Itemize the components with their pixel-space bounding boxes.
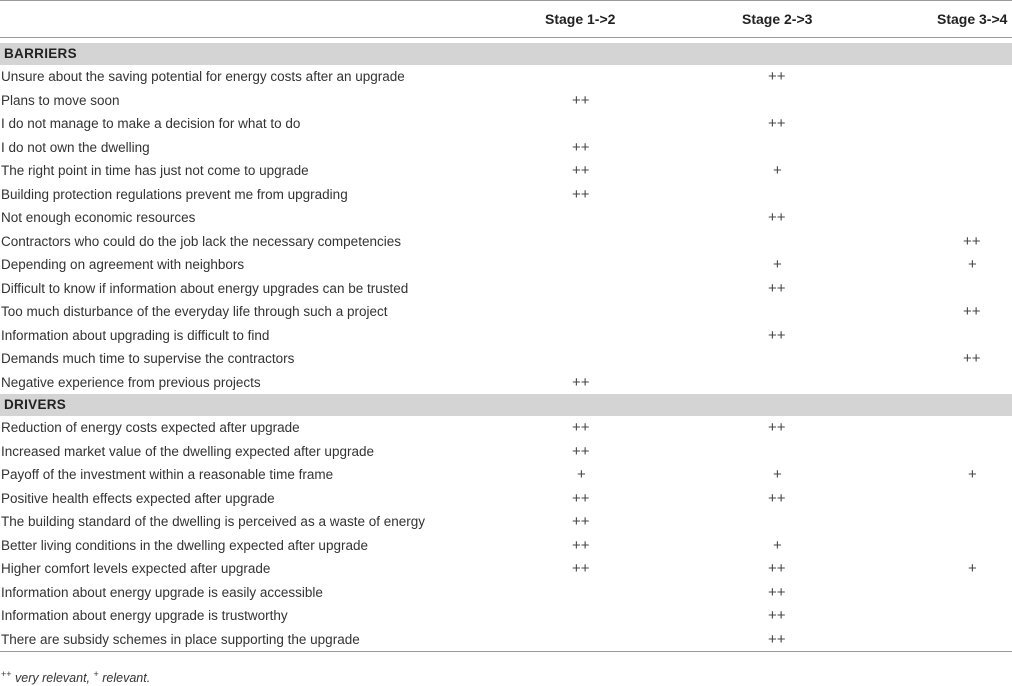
table-row (0, 581, 1012, 605)
section-header-drivers: DRIVERS (0, 394, 1012, 416)
relevance-stage-2-3: ++ (768, 489, 786, 507)
row-label: Building protection regulations prevent me from upgrading (1, 186, 348, 202)
relevance-stage-1-2: ++ (572, 373, 590, 391)
row-label: Higher comfort levels expected after upgrade (1, 561, 271, 576)
row-label: I do not own the dwelling (1, 139, 150, 155)
relevance-stage-3-4: + (968, 560, 977, 577)
table-row (0, 534, 1012, 558)
table-row (0, 300, 1012, 324)
relevance-stage-3-4: ++ (963, 232, 981, 250)
relevance-stage-1-2: + (577, 466, 586, 483)
relevance-stage-1-2: ++ (572, 162, 590, 179)
relevance-stage-2-3: ++ (768, 583, 786, 601)
row-label: Information about energy upgrade is easily accessible (1, 584, 323, 600)
relevance-stage-3-4: ++ (963, 350, 981, 367)
row-label: There are subsidy schemes in place supporting the upgrade (1, 631, 360, 647)
table-row (0, 628, 1012, 652)
table-row (0, 253, 1012, 277)
header-stage-2-3: Stage 2->3 (742, 11, 813, 27)
table-body (0, 43, 1012, 651)
table-row (0, 604, 1012, 628)
section-header-barriers: BARRIERS (0, 43, 1012, 65)
bottom-rule (0, 651, 1012, 652)
row-label: Better living conditions in the dwelling expected after upgrade (1, 537, 368, 553)
relevance-stage-1-2: ++ (572, 536, 590, 554)
relevance-stage-2-3: ++ (768, 209, 786, 226)
table-row (0, 371, 1012, 395)
relevance-stage-1-2: ++ (572, 138, 590, 156)
table-row (0, 487, 1012, 511)
table-row (0, 463, 1012, 487)
relevance-stage-1-2: ++ (572, 489, 590, 507)
relevance-stage-3-4: + (968, 466, 977, 483)
relevance-stage-2-3: ++ (768, 560, 786, 577)
row-label: Demands much time to supervise the contractors (1, 351, 295, 366)
table-row (0, 230, 1012, 254)
relevance-stage-2-3: ++ (768, 68, 786, 85)
relevance-stage-2-3: ++ (768, 115, 786, 132)
relevance-stage-3-4: ++ (963, 303, 981, 320)
relevance-stage-1-2: ++ (572, 419, 590, 436)
row-label: Difficult to know if information about energy upgrades can be trusted (1, 280, 409, 296)
table-row (0, 416, 1012, 440)
row-label: Payoff of the investment within a reasonable time frame (1, 467, 334, 482)
row-label: Increased market value of the dwelling expected after upgrade (1, 443, 374, 459)
relevance-stage-2-3: ++ (768, 326, 786, 344)
row-label: Plans to move soon (1, 92, 120, 108)
relevance-stage-2-3: + (773, 256, 782, 273)
table-row (0, 112, 1012, 136)
relevance-stage-2-3: ++ (768, 279, 786, 297)
table-footnote (1, 669, 150, 685)
table-row (0, 206, 1012, 230)
table-row (0, 65, 1012, 89)
table-row (0, 159, 1012, 183)
row-label: I do not manage to make a decision for what to do (1, 116, 301, 131)
relevant-symbol: + (93, 669, 99, 679)
header-stage-1-2: Stage 1->2 (545, 11, 616, 27)
row-label: The right point in time has just not come to upgrade (1, 163, 309, 178)
table-row (0, 324, 1012, 348)
row-label: Negative experience from previous projects (1, 374, 261, 390)
relevance-stage-1-2: ++ (572, 91, 590, 109)
row-label: Positive health effects expected after upgrade (1, 490, 275, 506)
relevance-stage-2-3: + (773, 466, 782, 483)
relevance-stage-1-2: ++ (572, 513, 590, 530)
row-label: Not enough economic resources (1, 210, 196, 225)
row-label: Too much disturbance of the everyday life through such a project (1, 304, 388, 319)
table-row (0, 557, 1012, 581)
table-row (0, 510, 1012, 534)
relevance-stage-1-2: ++ (572, 185, 590, 203)
row-label: The building standard of the dwelling is perceived as a waste of energy (1, 514, 426, 529)
very-relevant-text: very relevant, (11, 671, 94, 686)
row-label: Reduction of energy costs expected after upgrade (1, 420, 300, 435)
table-row (0, 183, 1012, 207)
row-label: Information about upgrading is difficult to find (1, 327, 270, 343)
relevance-stage-1-2: ++ (572, 560, 590, 577)
row-label: Depending on agreement with neighbors (1, 257, 245, 272)
relevance-stage-2-3: ++ (768, 419, 786, 436)
table-row (0, 277, 1012, 301)
relevance-stage-1-2: ++ (572, 442, 590, 460)
relevance-stage-2-3: ++ (768, 607, 786, 624)
relevance-stage-2-3: + (773, 536, 782, 554)
relevance-stage-3-4: + (968, 256, 977, 273)
table-header (0, 1, 1012, 37)
table-row (0, 89, 1012, 113)
row-label: Unsure about the saving potential for energy costs after an upgrade (1, 69, 405, 84)
relevant-text: relevant. (98, 671, 151, 686)
very-relevant-symbol: ++ (1, 669, 12, 679)
relevance-stage-2-3: + (773, 162, 782, 179)
row-label: Information about energy upgrade is trustworthy (1, 608, 288, 623)
row-label: Contractors who could do the job lack the necessary competencies (1, 233, 401, 249)
table-row (0, 440, 1012, 464)
header-stage-3-4: Stage 3->4 (937, 11, 1008, 27)
table-row (0, 347, 1012, 371)
table-row (0, 136, 1012, 160)
relevance-stage-2-3: ++ (768, 630, 786, 648)
